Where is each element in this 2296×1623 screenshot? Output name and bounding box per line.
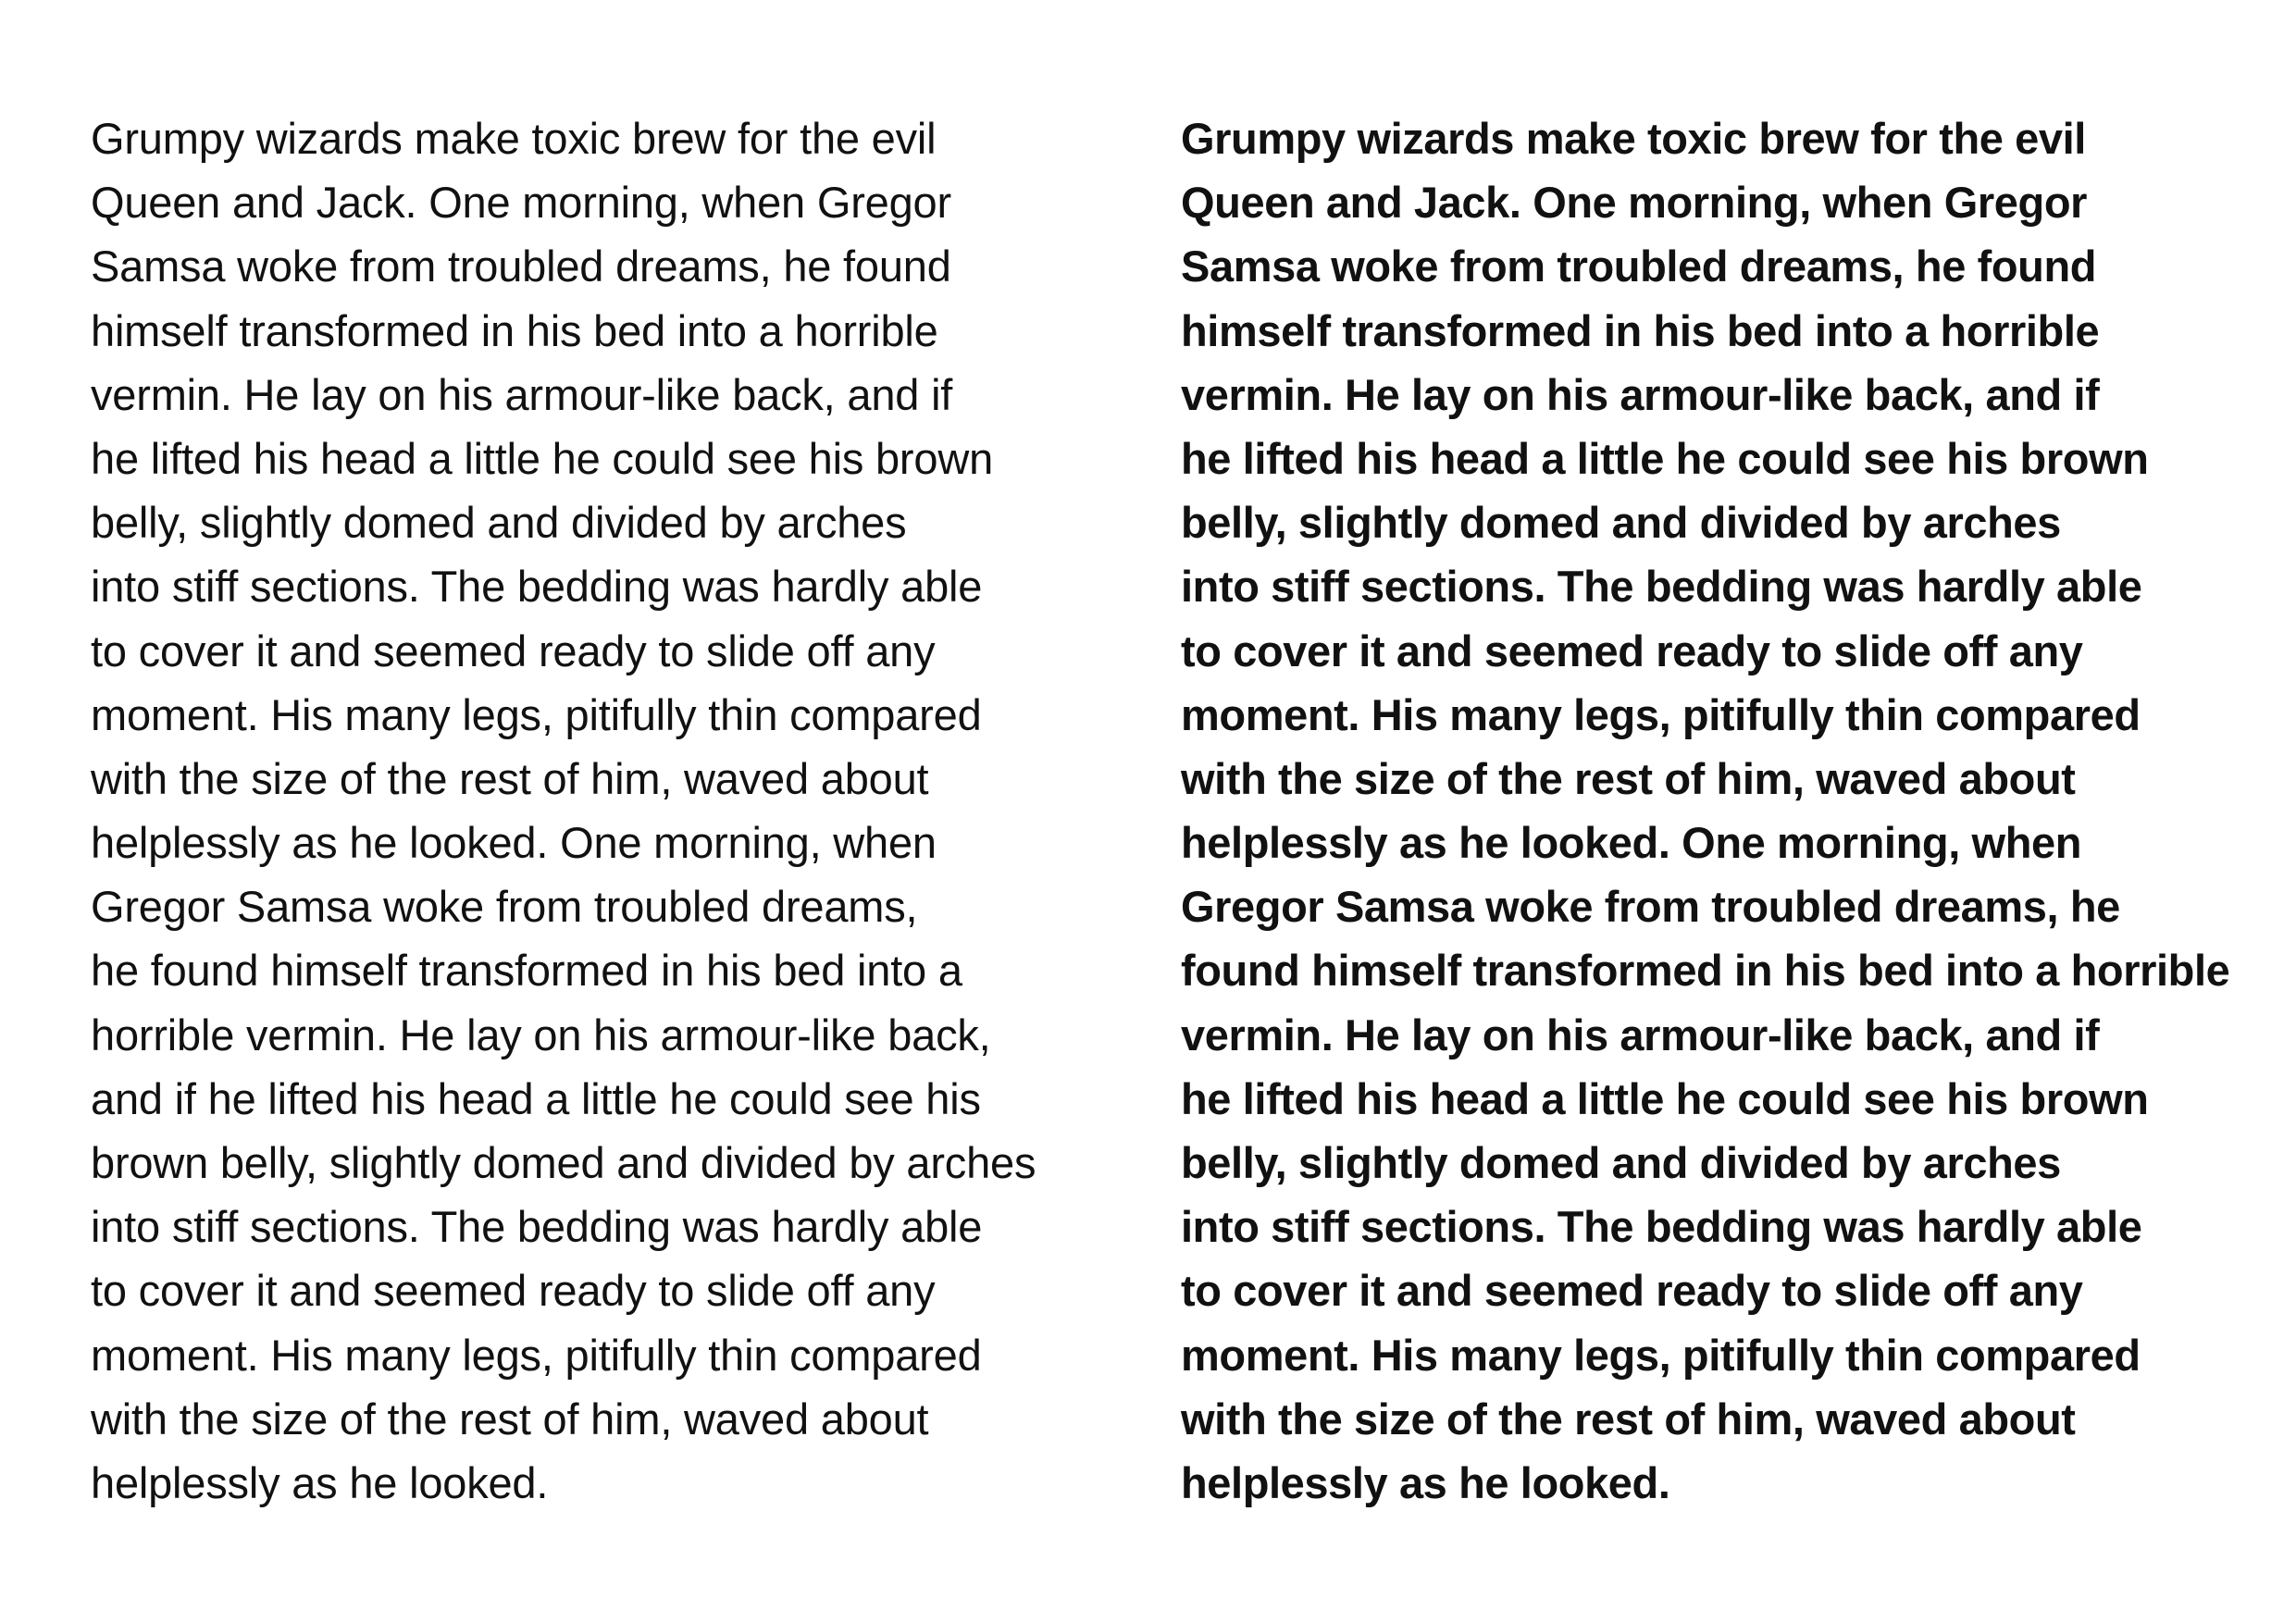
text-line: found himself transformed in his bed into a horrible xyxy=(1181,946,2230,996)
text-line: helplessly as he looked. xyxy=(91,1457,549,1507)
text-line: moment. His many legs, pitifully thin compared xyxy=(1181,689,2141,739)
text-line: moment. His many legs, pitifully thin compared xyxy=(91,1330,982,1380)
text-line: he lifted his head a little he could see his brown xyxy=(1181,1073,2149,1123)
text-line: belly, slightly domed and divided by arches xyxy=(1181,1138,2061,1187)
text-line: he lifted his head a little he could see his brown xyxy=(91,433,994,483)
text-line: himself transformed in his bed into a horrible xyxy=(1181,305,2100,355)
text-line: helplessly as he looked. One morning, when xyxy=(1181,818,2082,868)
text-line: into stiff sections. The bedding was hardly able xyxy=(1181,562,2142,612)
text-line: horrible vermin. He lay on his armour-like back, xyxy=(91,1010,991,1059)
text-line: he lifted his head a little he could see his brown xyxy=(1181,433,2149,483)
text-line: vermin. He lay on his armour-like back, and if xyxy=(1181,1010,2100,1059)
text-line: to cover it and seemed ready to slide off any xyxy=(91,1266,936,1316)
text-line: helplessly as he looked. One morning, when xyxy=(91,818,937,868)
text-line: into stiff sections. The bedding was hardly able xyxy=(1181,1202,2142,1252)
text-line: Gregor Samsa woke from troubled dreams, xyxy=(91,882,918,932)
text-line: vermin. He lay on his armour-like back, and if xyxy=(91,369,953,419)
text-line: Grumpy wizards make toxic brew for the evil xyxy=(1181,114,2086,163)
text-line: helplessly as he looked. xyxy=(1181,1457,1670,1507)
text-line: moment. His many legs, pitifully thin compared xyxy=(91,689,982,739)
text-line: Queen and Jack. One morning, when Gregor xyxy=(91,178,951,228)
text-line: with the size of the rest of him, waved about xyxy=(91,753,929,803)
text-line: into stiff sections. The bedding was hardly able xyxy=(91,562,983,612)
text-line: he found himself transformed in his bed into a xyxy=(91,946,962,996)
text-line: himself transformed in his bed into a horrible xyxy=(91,305,938,355)
text-line: Queen and Jack. One morning, when Gregor xyxy=(1181,178,2088,228)
text-line: vermin. He lay on his armour-like back, and if xyxy=(1181,369,2100,419)
text-line: Samsa woke from troubled dreams, he found xyxy=(1181,242,2097,291)
text-line: Samsa woke from troubled dreams, he found xyxy=(91,242,951,291)
text-line: Grumpy wizards make toxic brew for the evil xyxy=(91,114,937,163)
text-line: brown belly, slightly domed and divided by arches xyxy=(91,1138,1036,1187)
text-line: belly, slightly domed and divided by arches xyxy=(1181,498,2061,548)
text-line: to cover it and seemed ready to slide off any xyxy=(1181,626,2083,675)
text-line: and if he lifted his head a little he could see his xyxy=(91,1073,981,1123)
text-line: into stiff sections. The bedding was hardly able xyxy=(91,1202,983,1252)
text-line: moment. His many legs, pitifully thin compared xyxy=(1181,1330,2141,1380)
bold-weight-text-block xyxy=(1181,106,2273,1515)
text-line: to cover it and seemed ready to slide off any xyxy=(91,626,936,675)
text-line: to cover it and seemed ready to slide off any xyxy=(1181,1266,2083,1316)
text-line: with the size of the rest of him, waved about xyxy=(1181,1394,2076,1443)
regular-weight-text-block xyxy=(91,106,1146,1515)
text-line: with the size of the rest of him, waved about xyxy=(1181,753,2076,803)
text-line: belly, slightly domed and divided by arches xyxy=(91,498,907,548)
text-line: with the size of the rest of him, waved about xyxy=(91,1394,929,1443)
text-line: Gregor Samsa woke from troubled dreams, he xyxy=(1181,882,2120,932)
